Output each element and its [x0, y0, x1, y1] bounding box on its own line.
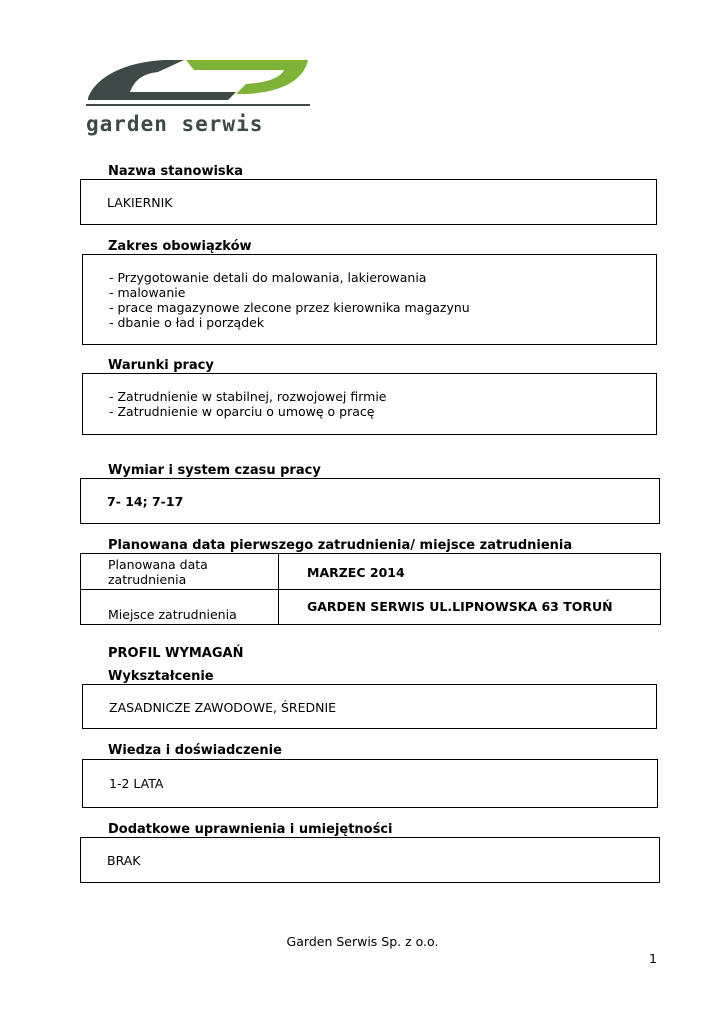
conditions-label: Warunki pracy — [108, 358, 214, 373]
planned-date-key-line: Planowana data — [108, 557, 208, 572]
education-label: Wykształcenie — [108, 669, 214, 684]
position-name-value: LAKIERNIK — [107, 195, 173, 210]
company-logo — [86, 58, 310, 136]
extra-box — [80, 837, 660, 883]
planned-date-key-line: zatrudnienia — [108, 572, 187, 587]
extra-label: Dodatkowe uprawnienia i umiejętności — [108, 822, 393, 837]
page-number: 1 — [649, 951, 657, 966]
logo-graphic — [86, 58, 310, 110]
requirements-heading: PROFIL WYMAGAŃ — [108, 646, 244, 661]
education-box — [82, 684, 657, 729]
condition-line: - Zatrudnienie w oparciu o umowę o pracę — [109, 404, 375, 419]
duty-line: - malowanie — [109, 285, 186, 300]
education-value: ZASADNICZE ZAWODOWE, ŚREDNIE — [109, 700, 337, 715]
experience-box — [82, 759, 658, 808]
table-divider — [81, 589, 660, 590]
duties-label: Zakres obowiązków — [108, 239, 252, 254]
extra-value: BRAK — [107, 853, 141, 868]
duty-line: - prace magazynowe zlecone przez kierownika magazynu — [109, 300, 470, 315]
footer-company: Garden Serwis Sp. z o.o. — [286, 934, 439, 949]
logo-wordmark: garden serwis — [86, 112, 264, 136]
duty-line: - Przygotowanie detali do malowania, lakierowania — [109, 270, 427, 285]
work-time-label: Wymiar i system czasu pracy — [108, 463, 321, 478]
workplace-value: GARDEN SERWIS UL.LIPNOWSKA 63 TORUŃ — [307, 599, 613, 614]
planned-date-key — [108, 557, 208, 587]
planned-table — [80, 553, 661, 625]
experience-label: Wiedza i doświadczenie — [108, 743, 282, 758]
planned-label: Planowana data pierwszego zatrudnienia/ miejsce zatrudnienia — [108, 538, 573, 553]
work-time-box — [80, 478, 660, 524]
conditions-box — [82, 373, 657, 435]
position-name-label: Nazwa stanowiska — [108, 164, 244, 179]
duties-box — [82, 254, 657, 345]
workplace-key: Miejsce zatrudnienia — [108, 607, 237, 622]
position-name-box — [80, 179, 657, 225]
planned-date-value: MARZEC 2014 — [307, 565, 405, 580]
experience-value: 1-2 LATA — [109, 776, 164, 791]
duty-line: - dbanie o ład i porządek — [109, 315, 265, 330]
work-time-value: 7- 14; 7-17 — [107, 494, 184, 509]
condition-line: - Zatrudnienie w stabilnej, rozwojowej firmie — [109, 389, 387, 404]
